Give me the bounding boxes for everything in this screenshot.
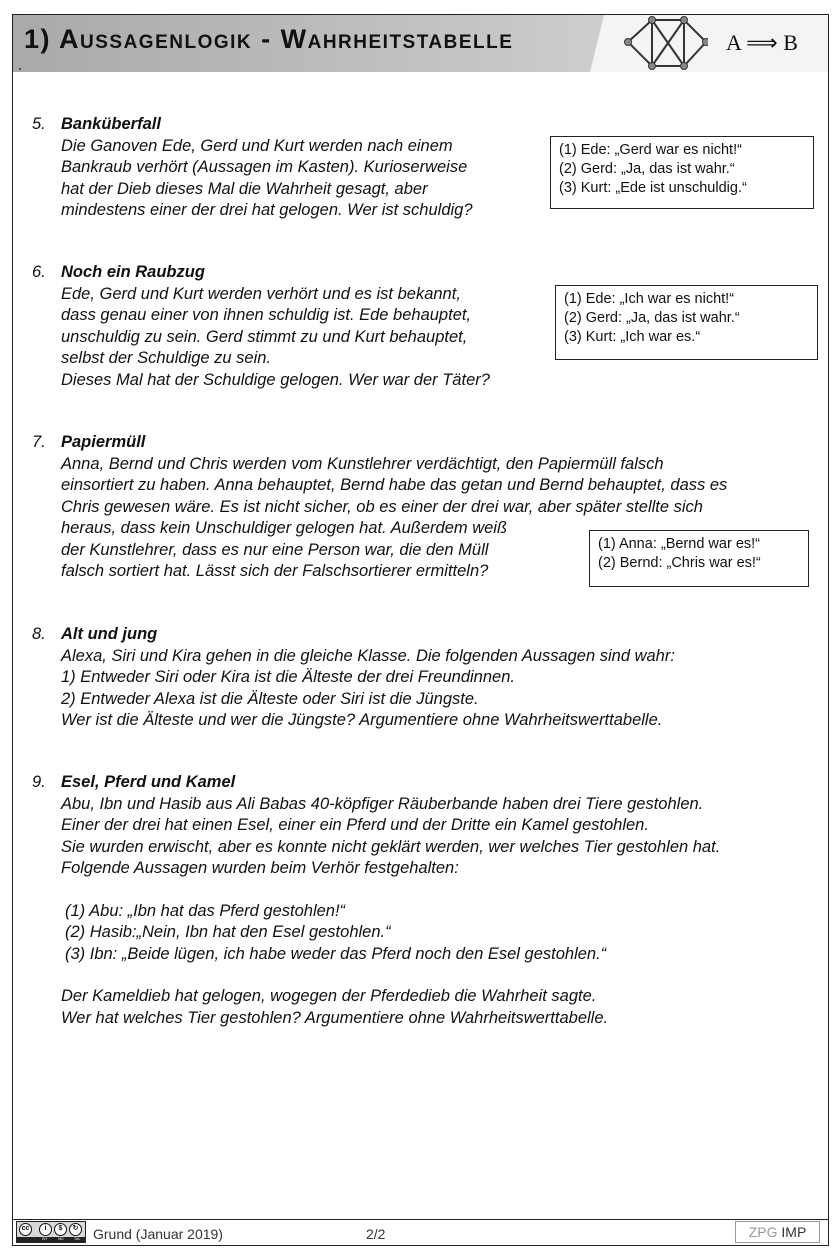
problem-text-line: unschuldig zu sein. Gerd stimmt zu und Kurt behauptet, [61, 327, 468, 346]
problem-text-line: Der Kameldieb hat gelogen, wogegen der Pferdedieb die Wahrheit sagte. [61, 987, 597, 1005]
header-dot [19, 68, 21, 70]
brand-imp: IMP [781, 1224, 807, 1240]
statement: (2) Gerd: „Ja, das ist wahr.“ [559, 161, 735, 177]
problem-title: Esel, Pferd und Kamel [61, 773, 236, 791]
problem-text-line: einsortiert zu haben. Anna behauptet, Bernd habe das getan und Bernd behauptet, dass es [61, 476, 728, 494]
statement-box [550, 136, 814, 209]
license-label: BY [42, 1236, 48, 1241]
problem-text-line: Anna, Bernd und Chris werden vom Kunstlehrer verdächtigt, den Papiermüll falsch [61, 454, 664, 473]
zpg-imp-logo [735, 1221, 820, 1243]
problem-text-line: Die Ganoven Ede, Gerd und Kurt werden nach einem [61, 136, 453, 155]
problem-text-line: Chris gewesen wäre. Es ist nicht sicher, ob es einer der drei war, aber später stellte sich [61, 497, 703, 516]
problem-text-line: Alexa, Siri und Kira gehen in die gleiche Klasse. Die folgenden Aussagen sind wahr: [61, 646, 675, 665]
problem-text-line: hat der Dieb dieses Mal die Wahrheit gesagt, aber [61, 179, 428, 198]
problem-number: 7. [32, 433, 46, 451]
problem-text-line: 2) Entweder Alexa ist die Älteste oder Siri ist die Jüngste. [61, 689, 479, 708]
statement: (3) Kurt: „Ede ist unschuldig.“ [559, 180, 747, 196]
problem-text-line: Dieses Mal hat der Schuldige gelogen. Wer war der Täter? [61, 370, 490, 389]
problem-text-line: Wer hat welches Tier gestohlen? Argumentiere ohne Wahrheitswerttabelle. [61, 1008, 609, 1027]
cc-icon: cc [19, 1223, 32, 1236]
problem-text-line: Bankraub verhört (Aussagen im Kasten). Kurioserweise [61, 158, 468, 176]
problem-text-line: Einer der drei hat einen Esel, einer ein Pferd und der Dritte ein Kamel gestohlen. [61, 816, 649, 834]
page-title: 1) Aussagenlogik - Wahrheitstabelle [24, 24, 514, 54]
problem-text-line: Ede, Gerd und Kurt werden verhört und es ist bekannt, [61, 284, 461, 303]
statement-box [589, 530, 809, 587]
problem-number: 9. [32, 773, 46, 791]
statement: (2) Gerd: „Ja, das ist wahr.“ [564, 310, 740, 326]
problem-text-line: dass genau einer von ihnen schuldig ist. Ede behauptet, [61, 306, 472, 324]
license-label: SA [74, 1236, 80, 1241]
problem-text-line: Wer ist die Älteste und wer die Jüngste? Argumentiere ohne Wahrheitswerttabelle. [61, 711, 663, 729]
page-number: 2/2 [366, 1226, 386, 1242]
problem-title: Papiermüll [61, 433, 146, 451]
statement: (1) Anna: „Bernd war es!“ [598, 536, 760, 552]
brand-zpg: ZPG [748, 1224, 778, 1240]
statement: (3) Kurt: „Ich war es.“ [564, 329, 701, 345]
problem-text-line: Folgende Aussagen wurden beim Verhör festgehalten: [61, 859, 459, 877]
graph-envelope-icon [622, 16, 708, 70]
no-money-icon: $ [54, 1223, 67, 1236]
problem-text-line: Sie wurden erwischt, aber es konnte nicht geklärt werden, wer welches Tier gestohlen hat. [61, 837, 721, 856]
cc-by-nc-sa-icon [16, 1221, 86, 1243]
person-icon: i [39, 1223, 52, 1236]
license-label: NC [58, 1236, 64, 1241]
quote-line: (1) Abu: „Ibn hat das Pferd gestohlen!“ [65, 901, 346, 920]
problem-text-line: falsch sortiert hat. Lässt sich der Falschsortierer ermitteln? [61, 562, 489, 580]
statement: (2) Bernd: „Chris war es!“ [598, 555, 761, 571]
problem-text-line: der Kunstlehrer, dass es nur eine Person war, die den Müll [61, 540, 489, 559]
quote-line: (2) Hasib:„Nein, Ibn hat den Esel gestohlen.“ [65, 923, 391, 941]
share-alike-icon: ↻ [69, 1223, 82, 1236]
problem-title: Noch ein Raubzug [61, 263, 205, 281]
statement: (1) Ede: „Gerd war es nicht!“ [559, 142, 742, 158]
problem-title: Alt und jung [61, 625, 158, 643]
problem-text-line: 1) Entweder Siri oder Kira ist die Älteste der drei Freundinnen. [61, 668, 515, 686]
implication-formula: A ⟹ B [726, 30, 798, 55]
problem-text-line: selbst der Schuldige zu sein. [61, 349, 272, 367]
problem-number: 6. [32, 263, 46, 281]
problem-title: Banküberfall [61, 115, 161, 133]
quote-line: (3) Ibn: „Beide lügen, ich habe weder das Pferd noch den Esel gestohlen.“ [65, 944, 607, 963]
problem-text-line: heraus, dass kein Unschuldiger gelogen hat. Außerdem weiß [61, 519, 508, 537]
problem-text-line: mindestens einer der drei hat gelogen. Wer ist schuldig? [61, 201, 473, 219]
footer-author: Grund (Januar 2019) [93, 1226, 223, 1242]
statement: (1) Ede: „Ich war es nicht!“ [564, 291, 735, 307]
problem-number: 5. [32, 115, 46, 133]
problem-text-line: Abu, Ibn und Hasib aus Ali Babas 40-köpfiger Räuberbande haben drei Tiere gestohlen. [61, 794, 704, 813]
problem-number: 8. [32, 625, 46, 643]
statement-box [555, 285, 818, 360]
